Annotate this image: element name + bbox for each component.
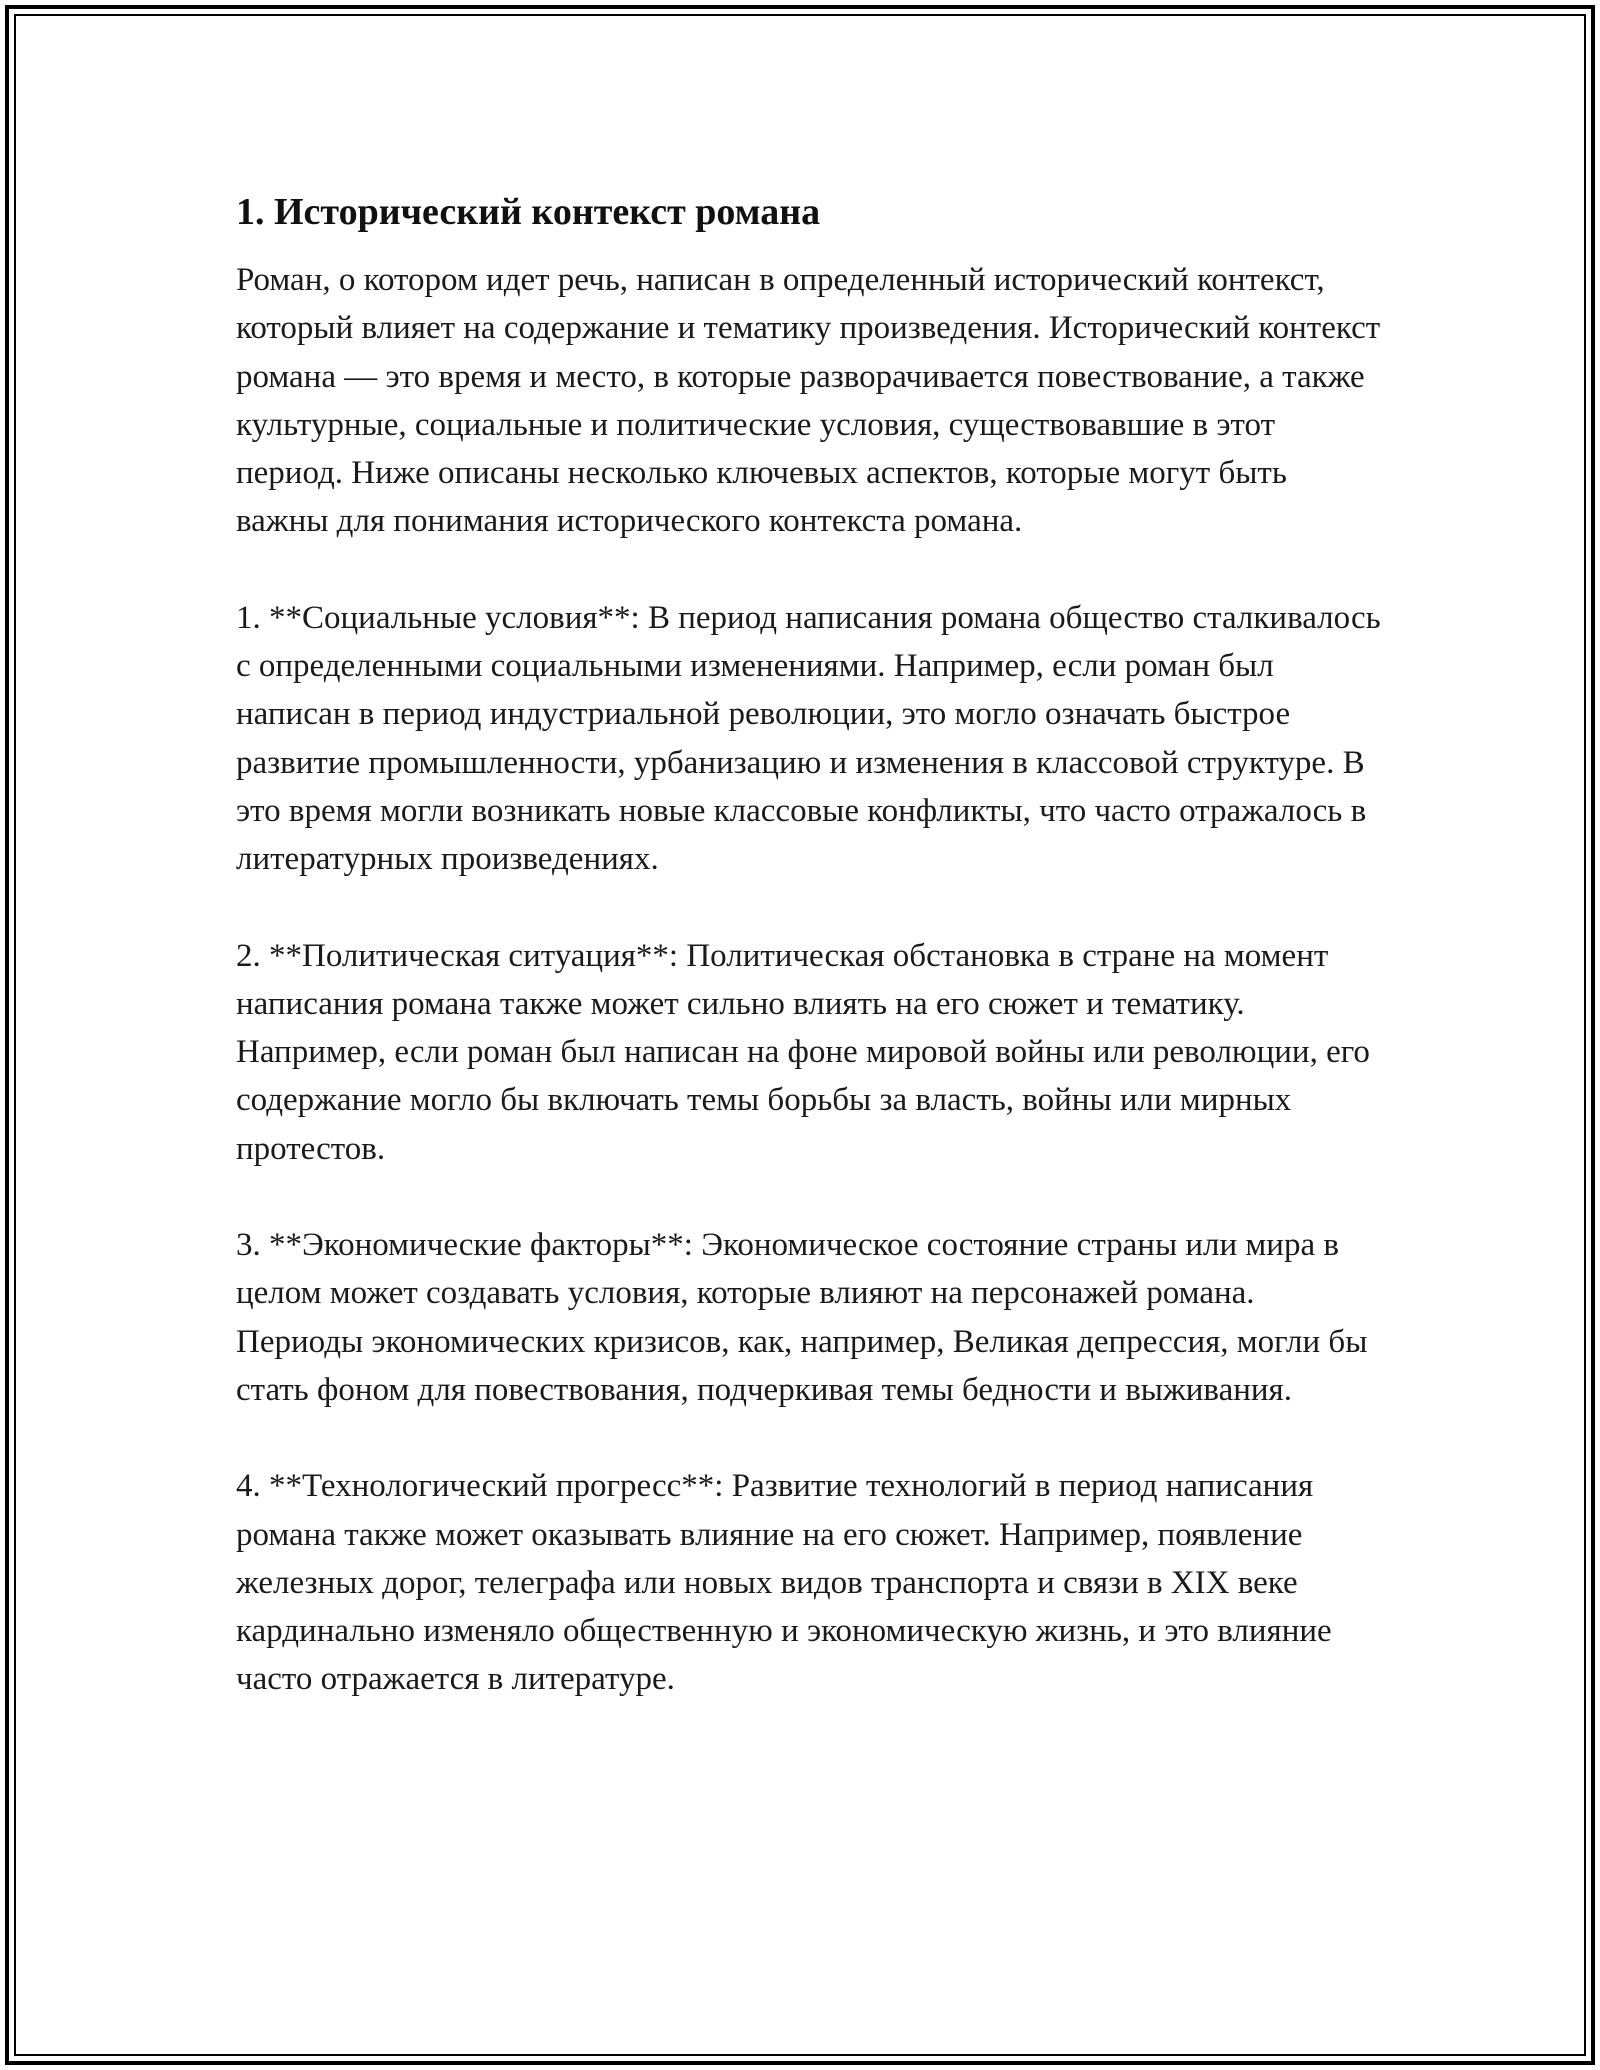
paragraph-economic-factors: 3. **Экономические факторы**: Экономическое состояние страны или мира в целом может создавать условия, которые влияют на персонажей романа. Периоды экономических кризисов, как, например, Великая депрессия, могли бы стать фоном для повествования, подчеркивая темы бедности и выживания. — [236, 1227, 1368, 1408]
document-body — [236, 186, 1386, 1704]
paragraph-social-conditions: 1. **Социальные условия**: В период написания романа общество сталкивалось с определенными социальными изменениями. Например, если роман был написан в период индустриальной революции, это могло означать быстрое развитие промышленности, урбанизацию и изменения в классовой структуре. В это время могли возникать новые классовые конфликты, что часто отражалось в литературных произведениях. — [236, 599, 1381, 878]
intro-paragraph: Роман, о котором идет речь, написан в определенный исторический контекст, который влияет на содержание и тематику произведения. Исторический контекст романа — это время и место, в которые разворачивается повествование, а также культурные, социальные и политические условия, существовавшие в этот период. Ниже описаны несколько ключевых аспектов, которые могут быть важны для понимания исторического контекста романа. — [236, 262, 1381, 540]
paragraph-political-situation: 2. **Политическая ситуация**: Политическая обстановка в стране на момент написания романа также может сильно влиять на его сюжет и тематику. Например, если роман был написан на фоне мировой войны или революции, его содержание могло бы включать темы борьбы за власть, войны или мирных протестов. — [236, 937, 1370, 1167]
section-heading: 1. Исторический контекст романа — [236, 191, 821, 233]
paragraph-technological-progress: 4. **Технологический прогресс**: Развитие технологий в период написания романа также может оказывать влияние на его сюжет. Например, появление железных дорог, телеграфа или новых видов транспорта и связи в XIX веке кардинально изменяло общественную и экономическую жизнь, и это влияние часто отражается в литературе. — [236, 1468, 1332, 1698]
